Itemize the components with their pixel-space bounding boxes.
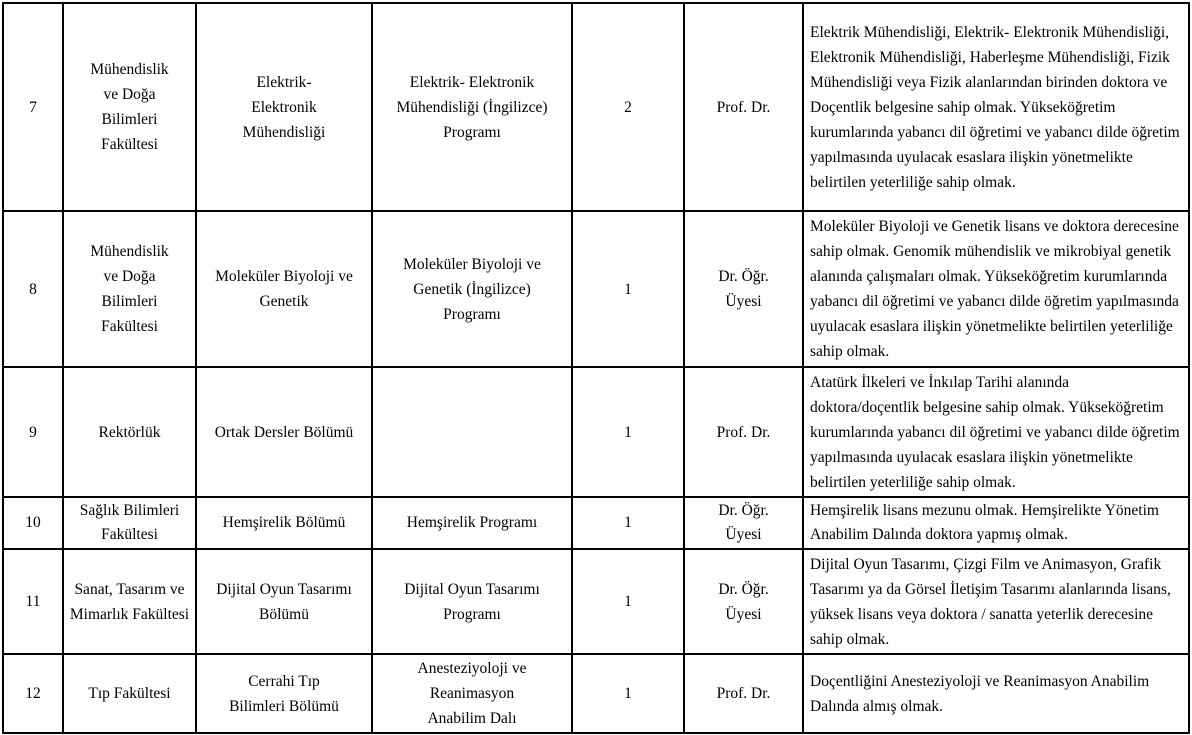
academic-title-cell: Prof. Dr.: [684, 3, 803, 211]
program-cell: Hemşirelik Programı: [372, 497, 572, 549]
requirements-cell: Moleküler Biyoloji ve Genetik lisans ve doktora derecesine sahip olmak. Genomik mühendislik ve mikrobiyal genetik alanında çalışmaları olmak. Yükseköğretim kurumlarında yabancı dil öğretimi ve yabancı dilde öğretim yapılmasında uyulacak esaslara ilişkin yönetmelikte belirtilen yeterliliğe sahip olmak.: [803, 211, 1189, 367]
requirements-cell: Atatürk İlkeleri ve İnkılap Tarihi alanında doktora/doçentlik belgesine sahip olmak. Yükseköğretim kurumlarında yabancı dil öğretimi ve yabancı dilde öğretim yapılmasında uyulacak esaslara ilişkin yönetmelikte belirtilen yeterliliğe sahip olmak.: [803, 367, 1189, 497]
row-number: 11: [3, 549, 63, 654]
faculty-cell: Mühendislik ve Doğa Bilimleri Fakültesi: [63, 211, 196, 367]
row-number: 8: [3, 211, 63, 367]
position-count-cell: 2: [572, 3, 684, 211]
program-cell: Elektrik- Elektronik Mühendisliği (İngilizce) Programı: [372, 3, 572, 211]
program-cell: [372, 367, 572, 497]
faculty-cell: Tıp Fakültesi: [63, 654, 196, 733]
table-row: [3, 654, 1189, 733]
row-number: 7: [3, 3, 63, 211]
department-cell: Hemşirelik Bölümü: [196, 497, 372, 549]
requirements-cell: Dijital Oyun Tasarımı, Çizgi Film ve Animasyon, Grafik Tasarımı ya da Görsel İletişim Tasarımı alanlarında lisans, yüksek lisans veya doktora / sanatta yeterlik derecesine sahip olmak.: [803, 549, 1189, 654]
faculty-cell: Sanat, Tasarım ve Mimarlık Fakültesi: [63, 549, 196, 654]
row-number: 9: [3, 367, 63, 497]
table-row: [3, 367, 1189, 497]
program-cell: Dijital Oyun Tasarımı Programı: [372, 549, 572, 654]
position-count-cell: 1: [572, 497, 684, 549]
department-cell: Cerrahi Tıp Bilimleri Bölümü: [196, 654, 372, 733]
table-row: [3, 3, 1189, 211]
position-count-cell: 1: [572, 367, 684, 497]
academic-title-cell: Prof. Dr.: [684, 654, 803, 733]
faculty-cell: Sağlık Bilimleri Fakültesi: [63, 497, 196, 549]
row-number: 10: [3, 497, 63, 549]
department-cell: Ortak Dersler Bölümü: [196, 367, 372, 497]
program-cell: Moleküler Biyoloji ve Genetik (İngilizce) Programı: [372, 211, 572, 367]
position-count-cell: 1: [572, 549, 684, 654]
requirements-cell: Hemşirelik lisans mezunu olmak. Hemşirelikte Yönetim Anabilim Dalında doktora yapmış olmak.: [803, 497, 1189, 549]
program-cell: Anesteziyoloji ve Reanimasyon Anabilim Dalı: [372, 654, 572, 733]
department-cell: Dijital Oyun Tasarımı Bölümü: [196, 549, 372, 654]
position-count-cell: 1: [572, 211, 684, 367]
table-row: [3, 497, 1189, 549]
table-row: [3, 549, 1189, 654]
faculty-cell: Mühendislik ve Doğa Bilimleri Fakültesi: [63, 3, 196, 211]
positions-table: [2, 2, 1190, 734]
row-number: 12: [3, 654, 63, 733]
faculty-cell: Rektörlük: [63, 367, 196, 497]
requirements-cell: Doçentliğini Anesteziyoloji ve Reanimasyon Anabilim Dalında almış olmak.: [803, 654, 1189, 733]
academic-title-cell: Dr. Öğr. Üyesi: [684, 211, 803, 367]
academic-title-cell: Dr. Öğr. Üyesi: [684, 497, 803, 549]
position-count-cell: 1: [572, 654, 684, 733]
requirements-cell: Elektrik Mühendisliği, Elektrik- Elektronik Mühendisliği, Elektronik Mühendisliği, Haberleşme Mühendisliği, Fizik Mühendisliği veya Fizik alanlarından birinden doktora ve Doçentlik belgesine sahip olmak. Yükseköğretim kurumlarında yabancı dil öğretimi ve yabancı dilde öğretim yapılmasında uyulacak esaslara ilişkin yönetmelikte belirtilen yeterliliğe sahip olmak.: [803, 3, 1189, 211]
academic-title-cell: Dr. Öğr. Üyesi: [684, 549, 803, 654]
academic-title-cell: Prof. Dr.: [684, 367, 803, 497]
department-cell: Elektrik- Elektronik Mühendisliği: [196, 3, 372, 211]
table-row: [3, 211, 1189, 367]
department-cell: Moleküler Biyoloji ve Genetik: [196, 211, 372, 367]
